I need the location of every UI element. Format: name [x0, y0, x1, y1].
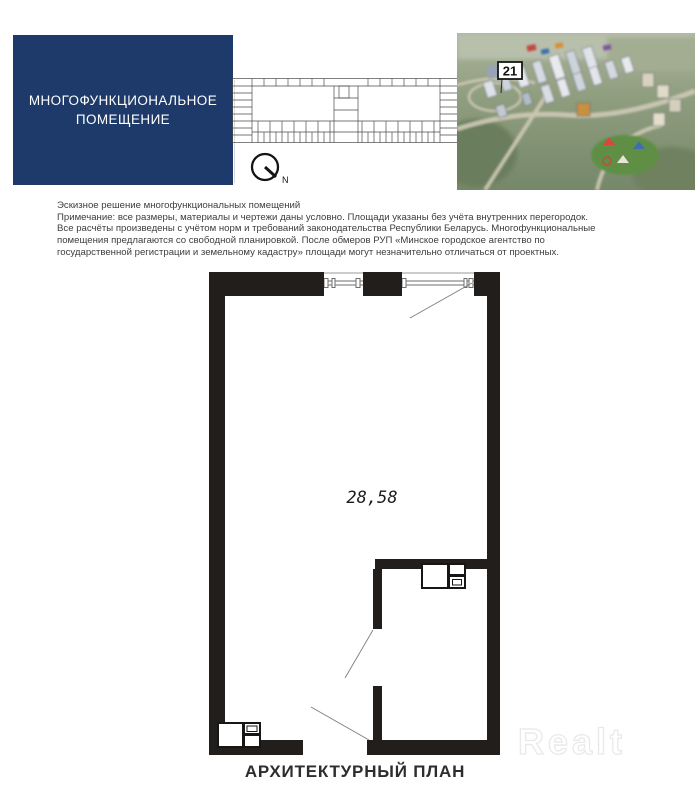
project-type-line2: ПОМЕЩЕНИЕ — [75, 112, 171, 127]
notes-line-5: государственной регистрации и земельному кадастру» площади могут незначительно отличаться от проектных. — [57, 246, 559, 258]
floor-plan-drawing — [195, 266, 510, 766]
entry-fixtures — [218, 723, 260, 747]
building-21-label: 21 — [502, 63, 518, 79]
top-band-ticks — [264, 79, 428, 87]
exterior-walls — [209, 272, 500, 755]
drawing-title: АРХИТЕКТУРНЫЙ ПЛАН — [244, 762, 466, 781]
notes-line-2: Примечание: все размеры, материалы и чертежи даны условно. Площади указаны без учёта внутренних перегородок. — [57, 211, 589, 223]
north-compass-drawing — [248, 150, 292, 188]
notes-line-4: помещения предлагаются со свободной планировкой. После обмеров РУП «Минское городское агентство по — [57, 235, 545, 247]
entry-door-swing-line — [311, 707, 369, 740]
aerial-photo-drawing — [457, 33, 695, 190]
tower-room-lines — [233, 93, 460, 135]
notes-line-3: Все расчёты произведены с учётом норм и требований законодательства Республики Беларусь. Многофункциональные — [57, 223, 596, 235]
building-key-plan — [231, 77, 461, 145]
building-key-plan-drawing — [231, 77, 461, 145]
notes-text — [57, 200, 685, 259]
window-leader-line — [410, 283, 472, 318]
realt-watermark — [516, 720, 696, 764]
bath-door-swing-line — [345, 630, 373, 678]
compass-north-label: N — [282, 175, 289, 185]
notes-line-1: Эскизное решение многофункциональных помещений — [57, 200, 301, 211]
compass-needle — [265, 167, 276, 177]
bathroom-fixtures — [422, 564, 465, 588]
room-area-label: 28,58 — [346, 488, 398, 508]
location-aerial-photo — [457, 33, 695, 190]
project-type-line1: МНОГОФУНКЦИОНАЛЬНОЕ — [28, 93, 218, 108]
annotation-lines — [311, 283, 472, 740]
project-type-card — [13, 35, 233, 185]
realt-watermark-text: Realt — [518, 721, 627, 762]
north-compass — [248, 150, 292, 188]
